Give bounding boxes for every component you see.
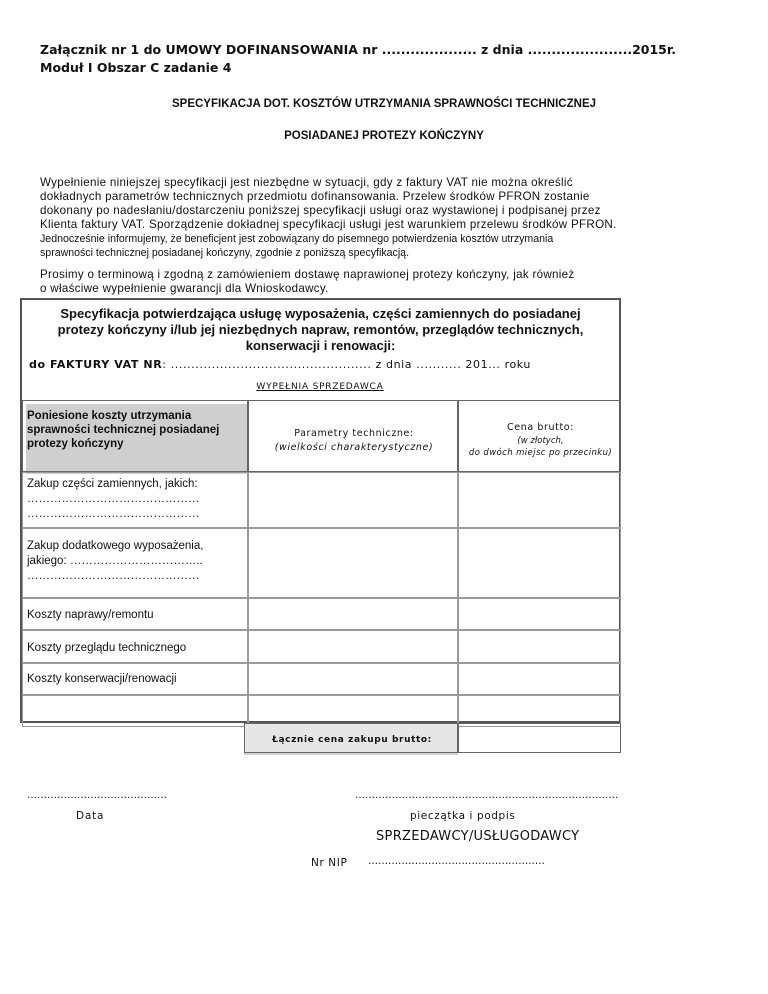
row-inspection-parameters[interactable] — [248, 630, 458, 663]
row-spare-parts-dots-1: ……………………………………… — [27, 493, 200, 505]
row-equipment-label-2: jakiego: …………………………….. — [27, 555, 203, 567]
row-spare-parts-parameters[interactable] — [248, 472, 458, 528]
document-subtitle: POSIADANEJ PROTEZY KOŃCZYNY — [284, 130, 484, 142]
table-row-label-cell — [22, 598, 248, 630]
row-maintenance-price[interactable] — [458, 663, 621, 695]
row-inspection-price[interactable] — [458, 630, 621, 663]
row-maintenance-label: Koszty konserwacji/renowacji — [27, 673, 177, 685]
price-header-cell — [458, 400, 621, 472]
module-header: Moduł I Obszar C zadanie 4 — [40, 60, 232, 75]
invoice-fill: : ................................................. z dnia ........... 201... roku — [162, 358, 532, 371]
intro-line-1: Wypełnienie niniejszej specyfikacji jest niezbędne w sytuacji, gdy z faktury VAT nie można określić — [40, 176, 573, 189]
invoice-label: do FAKTURY VAT NR — [29, 358, 163, 371]
price-subheader-2: do dwóch miejsc po przecinku) — [468, 448, 613, 458]
specification-title-line-2: protezy kończyny i/lub jej niezbędnych napraw, remontów, przeglądów technicznych, — [57, 322, 584, 337]
row-maintenance-parameters[interactable] — [248, 663, 458, 695]
seller-role: SPRZEDAWCY/USŁUGODAWCY — [376, 829, 580, 844]
parameters-header: Parametry techniczne: — [294, 428, 414, 439]
intro-line-4: Klienta faktury VAT. Sporządzenie dokładnej specyfikacji usługi jest warunkiem przelewu środków PFRON. — [40, 218, 617, 231]
document-title: SPECYFIKACJA DOT. KOSZTÓW UTRZYMANIA SPRAWNOŚCI TECHNICZNEJ — [171, 98, 597, 110]
table-row-label-cell — [22, 630, 248, 663]
attachment-header: Załącznik nr 1 do UMOWY DOFINANSOWANIA nr .................... z dnia ......................2015r. — [40, 42, 676, 57]
row-repair-label: Koszty naprawy/remontu — [27, 609, 154, 621]
row-repair-price[interactable] — [458, 598, 621, 630]
row-empty-label[interactable] — [22, 695, 248, 727]
specification-title-line-1: Specyfikacja potwierdzająca usługę wyposażenia, części zamiennych do posiadanej — [60, 306, 581, 321]
intro-line-5: Jednocześnie informujemy, że beneficjent jest zobowiązany do pisemnego potwierdzenia kosztów utrzymania — [40, 233, 554, 245]
row-equipment-dots: ……………………………………… — [27, 570, 200, 582]
invoice-line — [29, 358, 531, 371]
signature-label: pieczątka i podpis — [410, 810, 516, 822]
specification-title-line-3: konserwacji i renowacji: — [245, 338, 396, 353]
parameters-header-cell — [248, 400, 458, 472]
row-equipment-label: Zakup dodatkowego wyposażenia, — [27, 540, 204, 552]
row-equipment-parameters[interactable] — [248, 528, 458, 598]
date-label: Data — [76, 810, 105, 822]
table-row-label-cell — [22, 528, 248, 598]
signature-dots: ……………………………………………………………………. — [355, 790, 619, 801]
intro-line-3: dokonany po nadesłaniu/dostarczeniu poniższej specyfikacji usługi oraz wystawionej i podpisanej przez — [40, 204, 601, 217]
intro-line-2: dokładnych parametrów technicznych przedmiotu dofinansowania. Przelew środków PFRON zostanie — [40, 190, 590, 203]
date-dots: …………………………………… — [27, 790, 167, 801]
seller-fills-note: WYPEŁNIA SPRZEDAWCA — [256, 382, 384, 392]
nip-field[interactable]: ..................................................... — [368, 855, 545, 867]
row-spare-parts-label: Zakup części zamiennych, jakich: — [27, 478, 198, 490]
cost-type-header-cell — [22, 400, 248, 472]
request-line-1: Prosimy o terminową i zgodną z zamówieniem dostawę naprawionej protezy kończyny, jak również — [40, 268, 575, 281]
row-spare-parts-dots-2: ……………………………………… — [27, 508, 200, 520]
cost-type-header: Poniesione koszty utrzymania sprawności technicznej posiadanej protezy kończyny — [27, 410, 220, 450]
intro-line-6: sprawności technicznej posiadanej kończyny, zgodnie z poniższą specyfikacją. — [40, 247, 410, 259]
price-header: Cena brutto: — [507, 422, 574, 433]
row-inspection-label: Koszty przeglądu technicznego — [27, 642, 187, 654]
total-label: Łącznie cena zakupu brutto: — [272, 735, 432, 745]
total-label-cell — [244, 723, 458, 753]
request-line-2: o właściwe wypełnienie gwarancji dla Wnioskodawcy. — [40, 282, 329, 295]
table-row-label-cell — [22, 472, 248, 528]
row-spare-parts-price[interactable] — [458, 472, 621, 528]
row-equipment-price[interactable] — [458, 528, 621, 598]
row-repair-parameters[interactable] — [248, 598, 458, 630]
table-row-label-cell — [22, 663, 248, 695]
nip-label: Nr NIP — [311, 857, 348, 869]
price-subheader-1: (w złotych, — [517, 436, 564, 446]
parameters-subheader: (wielkości charakterystyczne) — [274, 442, 434, 453]
total-price-field[interactable] — [458, 723, 621, 753]
specification-title — [22, 306, 619, 354]
